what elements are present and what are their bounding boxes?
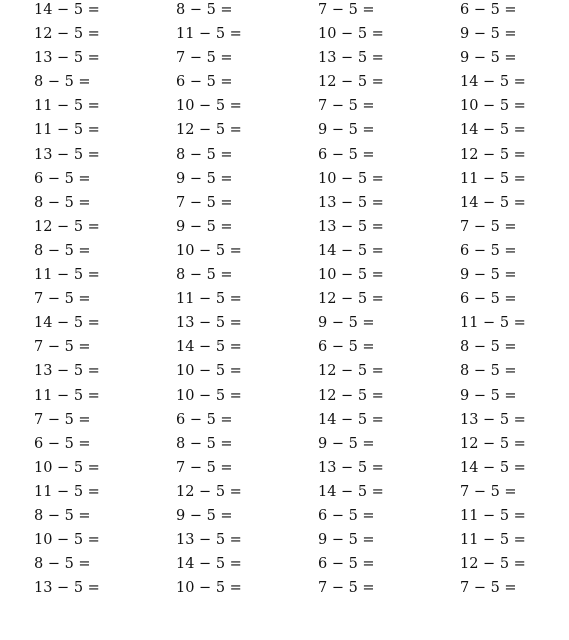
subtraction-problem: 13 − 5 = bbox=[176, 315, 242, 332]
subtraction-problem: 8 − 5 = bbox=[176, 435, 233, 452]
subtraction-problem: 6 − 5 = bbox=[176, 411, 233, 428]
subtraction-problem: 12 − 5 = bbox=[176, 122, 242, 139]
subtraction-problem: 7 − 5 = bbox=[34, 411, 91, 428]
subtraction-problem: 10 − 5 = bbox=[460, 98, 526, 115]
subtraction-problem: 14 − 5 = bbox=[460, 194, 526, 211]
subtraction-problem: 8 − 5 = bbox=[34, 194, 91, 211]
subtraction-problem: 10 − 5 = bbox=[34, 459, 100, 476]
subtraction-problem: 11 − 5 = bbox=[460, 170, 526, 187]
subtraction-problem: 6 − 5 = bbox=[318, 146, 375, 163]
subtraction-problem: 7 − 5 = bbox=[318, 2, 375, 18]
subtraction-problem: 13 − 5 = bbox=[34, 580, 100, 597]
subtraction-problem: 12 − 5 = bbox=[34, 26, 100, 43]
subtraction-problem: 12 − 5 = bbox=[318, 74, 384, 91]
subtraction-problem: 11 − 5 = bbox=[34, 98, 100, 115]
subtraction-problem: 9 − 5 = bbox=[460, 387, 517, 404]
subtraction-problem: 10 − 5 = bbox=[176, 98, 242, 115]
subtraction-problem: 10 − 5 = bbox=[176, 580, 242, 597]
subtraction-problem: 10 − 5 = bbox=[318, 26, 384, 43]
subtraction-problem: 12 − 5 = bbox=[34, 218, 100, 235]
subtraction-problem: 9 − 5 = bbox=[176, 170, 233, 187]
subtraction-problem: 6 − 5 = bbox=[318, 556, 375, 573]
subtraction-problem: 7 − 5 = bbox=[176, 50, 233, 67]
subtraction-problem: 12 − 5 = bbox=[176, 483, 242, 500]
subtraction-problem: 11 − 5 = bbox=[34, 483, 100, 500]
subtraction-problem: 12 − 5 = bbox=[318, 363, 384, 380]
subtraction-problem: 7 − 5 = bbox=[460, 218, 517, 235]
subtraction-problem: 13 − 5 = bbox=[176, 532, 242, 549]
subtraction-problem: 13 − 5 = bbox=[34, 50, 100, 67]
subtraction-problem: 12 − 5 = bbox=[318, 387, 384, 404]
subtraction-problem: 13 − 5 = bbox=[34, 363, 100, 380]
subtraction-problem: 11 − 5 = bbox=[460, 315, 526, 332]
subtraction-problem: 10 − 5 = bbox=[176, 363, 242, 380]
subtraction-problem: 13 − 5 = bbox=[318, 459, 384, 476]
subtraction-problem: 8 − 5 = bbox=[34, 556, 91, 573]
subtraction-problem: 6 − 5 = bbox=[318, 339, 375, 356]
subtraction-problem: 7 − 5 = bbox=[460, 483, 517, 500]
subtraction-problem: 8 − 5 = bbox=[176, 2, 233, 18]
subtraction-problem: 14 − 5 = bbox=[460, 74, 526, 91]
subtraction-problem: 10 − 5 = bbox=[318, 267, 384, 284]
subtraction-problem: 7 − 5 = bbox=[176, 194, 233, 211]
subtraction-problem: 10 − 5 = bbox=[318, 170, 384, 187]
subtraction-problem: 14 − 5 = bbox=[176, 556, 242, 573]
subtraction-problem: 13 − 5 = bbox=[460, 411, 526, 428]
subtraction-problem-grid bbox=[34, 0, 569, 600]
subtraction-problem: 6 − 5 = bbox=[318, 507, 375, 524]
subtraction-problem: 13 − 5 = bbox=[318, 218, 384, 235]
subtraction-problem: 12 − 5 = bbox=[460, 435, 526, 452]
subtraction-problem: 9 − 5 = bbox=[318, 435, 375, 452]
subtraction-problem: 7 − 5 = bbox=[318, 580, 375, 597]
subtraction-problem: 7 − 5 = bbox=[318, 98, 375, 115]
subtraction-problem: 9 − 5 = bbox=[318, 122, 375, 139]
subtraction-problem: 12 − 5 = bbox=[460, 146, 526, 163]
subtraction-problem: 11 − 5 = bbox=[34, 387, 100, 404]
subtraction-problem: 14 − 5 = bbox=[318, 483, 384, 500]
subtraction-problem: 11 − 5 = bbox=[460, 532, 526, 549]
subtraction-problem: 14 − 5 = bbox=[34, 2, 100, 18]
subtraction-problem: 9 − 5 = bbox=[460, 267, 517, 284]
subtraction-problem: 14 − 5 = bbox=[318, 242, 384, 259]
subtraction-problem: 14 − 5 = bbox=[460, 459, 526, 476]
subtraction-problem: 6 − 5 = bbox=[34, 435, 91, 452]
subtraction-problem: 8 − 5 = bbox=[176, 146, 233, 163]
subtraction-problem: 7 − 5 = bbox=[34, 291, 91, 308]
subtraction-problem: 6 − 5 = bbox=[34, 170, 91, 187]
subtraction-problem: 14 − 5 = bbox=[34, 315, 100, 332]
subtraction-problem: 7 − 5 = bbox=[460, 580, 517, 597]
subtraction-problem: 6 − 5 = bbox=[460, 291, 517, 308]
subtraction-problem: 13 − 5 = bbox=[34, 146, 100, 163]
subtraction-problem: 13 − 5 = bbox=[318, 194, 384, 211]
subtraction-problem: 7 − 5 = bbox=[176, 459, 233, 476]
subtraction-problem: 14 − 5 = bbox=[176, 339, 242, 356]
subtraction-problem: 11 − 5 = bbox=[176, 291, 242, 308]
subtraction-problem: 9 − 5 = bbox=[460, 50, 517, 67]
subtraction-problem: 11 − 5 = bbox=[34, 122, 100, 139]
subtraction-problem: 6 − 5 = bbox=[460, 242, 517, 259]
subtraction-problem: 10 − 5 = bbox=[34, 532, 100, 549]
subtraction-problem: 8 − 5 = bbox=[34, 507, 91, 524]
subtraction-problem: 10 − 5 = bbox=[176, 387, 242, 404]
subtraction-problem: 6 − 5 = bbox=[460, 2, 517, 18]
subtraction-problem: 12 − 5 = bbox=[318, 291, 384, 308]
subtraction-problem: 8 − 5 = bbox=[176, 267, 233, 284]
subtraction-problem: 7 − 5 = bbox=[34, 339, 91, 356]
subtraction-problem: 10 − 5 = bbox=[176, 242, 242, 259]
subtraction-problem: 8 − 5 = bbox=[460, 363, 517, 380]
subtraction-problem: 9 − 5 = bbox=[176, 507, 233, 524]
subtraction-problem: 9 − 5 = bbox=[318, 315, 375, 332]
subtraction-problem: 9 − 5 = bbox=[460, 26, 517, 43]
subtraction-problem: 14 − 5 = bbox=[460, 122, 526, 139]
subtraction-problem: 9 − 5 = bbox=[318, 532, 375, 549]
subtraction-problem: 9 − 5 = bbox=[176, 218, 233, 235]
subtraction-problem: 11 − 5 = bbox=[176, 26, 242, 43]
subtraction-problem: 8 − 5 = bbox=[460, 339, 517, 356]
subtraction-problem: 8 − 5 = bbox=[34, 242, 91, 259]
subtraction-problem: 8 − 5 = bbox=[34, 74, 91, 91]
subtraction-problem: 11 − 5 = bbox=[34, 267, 100, 284]
subtraction-problem: 6 − 5 = bbox=[176, 74, 233, 91]
subtraction-problem: 12 − 5 = bbox=[460, 556, 526, 573]
subtraction-problem: 14 − 5 = bbox=[318, 411, 384, 428]
subtraction-problem: 11 − 5 = bbox=[460, 507, 526, 524]
subtraction-problem: 13 − 5 = bbox=[318, 50, 384, 67]
